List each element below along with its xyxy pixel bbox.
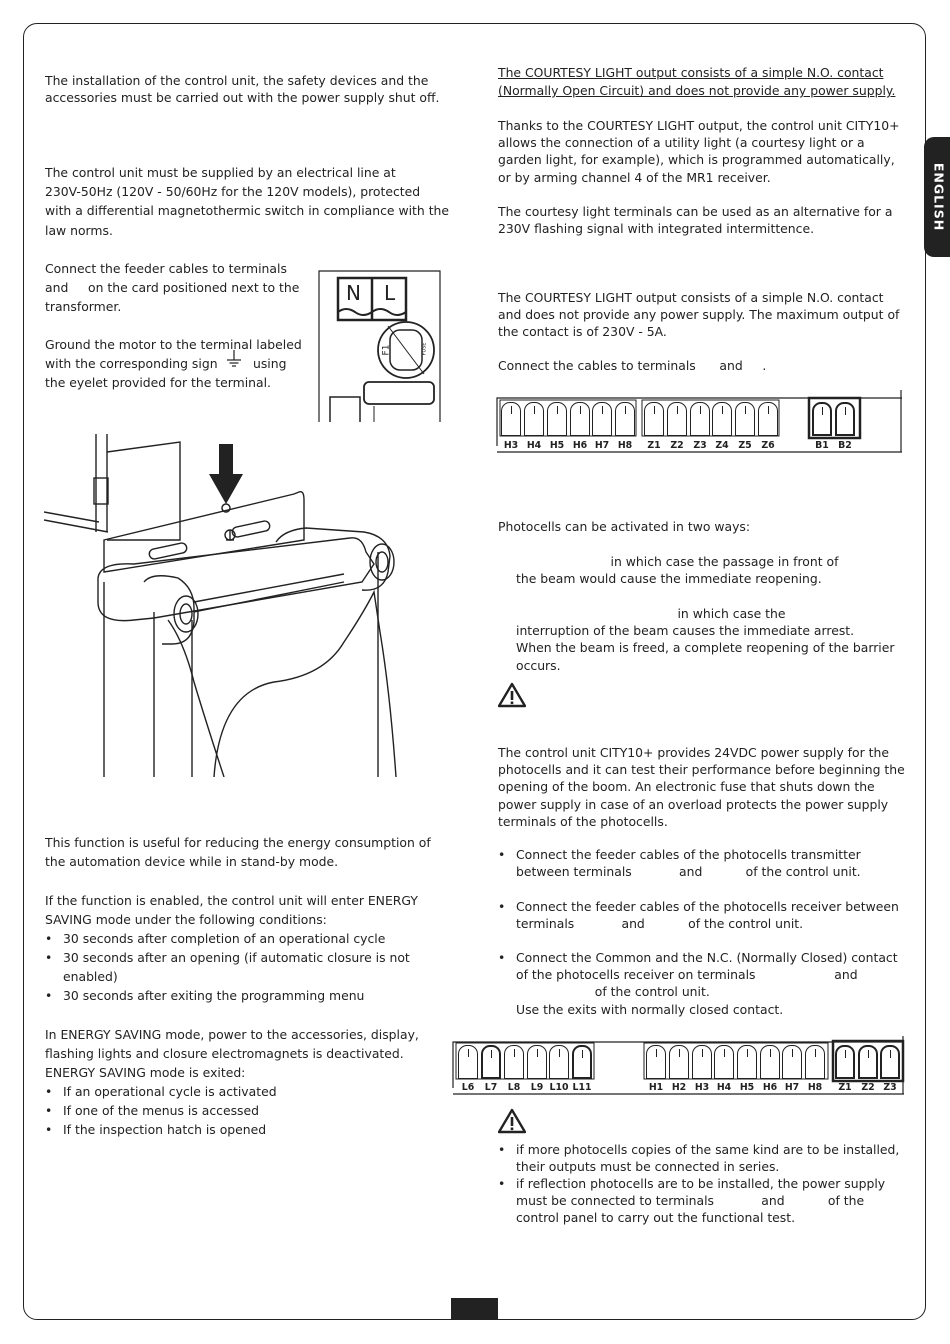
terminal-screw [868, 1050, 869, 1058]
text-line: garden light, for example), which is programmed automatically, [498, 152, 895, 168]
terminal-screw [792, 1049, 793, 1057]
list-item: • If the inspection hatch is opened [45, 1121, 266, 1138]
list-item [45, 949, 410, 985]
text-line: accessories must be carried out with the power supply shut off. [45, 90, 440, 106]
list-item: • 30 seconds after completion of an operational cycle [45, 930, 385, 947]
terminal-label: B1 [815, 440, 829, 451]
paragraph-power-supply [45, 164, 449, 239]
terminal-cell [812, 402, 832, 436]
text-line: Connect the feeder cables to terminals [45, 261, 287, 276]
text-line: Thanks to the COURTESY LIGHT output, the control unit CITY10+ [498, 118, 900, 133]
terminal-cell [547, 402, 567, 436]
terminal-screw [625, 406, 626, 414]
terminal-cell [615, 402, 635, 436]
text-line: Use the exits with normally closed contact. [516, 1001, 784, 1017]
terminal-cell [737, 1045, 757, 1079]
paragraph-courtesy-flashing [498, 203, 892, 237]
text-line: SAVING mode under the following conditions: [45, 912, 327, 928]
terminal-screw [890, 1050, 891, 1058]
text-line: terminals and of the control unit. [516, 916, 804, 932]
paragraph-ground [45, 336, 302, 392]
terminal-screw [534, 406, 535, 414]
terminal-cell [782, 1045, 802, 1079]
terminal-cell [592, 402, 612, 436]
list-item [498, 846, 861, 880]
fuse-label: F1 [381, 344, 392, 356]
terminal-screw [468, 1049, 469, 1057]
text-line: • Connect the feeder cables of the photocells transmitter [516, 847, 861, 862]
terminal-cell [835, 402, 855, 436]
terminal-label: Z3 [883, 1082, 897, 1093]
terminal-screw [845, 1050, 846, 1058]
terminal-cell [570, 402, 590, 436]
list-item [498, 898, 899, 932]
terminal-label: H4 [716, 1082, 732, 1093]
terminal-cell [667, 402, 687, 436]
terminal-cell [835, 1045, 855, 1079]
terminal-screw [677, 406, 678, 414]
terminal-screw [537, 1049, 538, 1057]
terminal-cell [669, 1045, 689, 1079]
text-line: When the beam is freed, a complete reopening of the barrier [516, 640, 895, 656]
terminal-label: Z2 [670, 440, 684, 451]
terminal-screw [514, 1049, 515, 1057]
text-line: photocells and it can test their performance before beginning the [498, 762, 905, 778]
text-line: • Connect the feeder cables of the photocells receiver between [516, 899, 899, 914]
paragraph-energy-saving [45, 834, 431, 870]
terminal-label: L11 [572, 1082, 592, 1093]
text-line: in which case the [516, 606, 786, 621]
text-line: of the photocells receiver on terminals and [516, 967, 858, 983]
terminal-label: H8 [617, 440, 633, 451]
text-line: and does not provide any power supply. The maximum output of [498, 307, 900, 323]
terminal-screw [768, 406, 769, 414]
terminal-label: H1 [648, 1082, 664, 1093]
paragraph-photocell-mode-2 [516, 605, 894, 674]
terminal-cell [692, 1045, 712, 1079]
terminal-screw [654, 406, 655, 414]
language-tab [924, 137, 950, 257]
terminal-cell [481, 1045, 501, 1079]
text-line: ENERGY SAVING mode is exited: [45, 1065, 246, 1081]
terminal-screw [745, 406, 746, 414]
warning-triangle-icon [498, 682, 526, 708]
language-tab-label: ENGLISH [931, 162, 947, 232]
warning-triangle-icon [498, 1108, 526, 1134]
terminal-cell [712, 402, 732, 436]
fuse-tag-label: FUSE [421, 342, 428, 356]
terminal-cell [572, 1045, 592, 1079]
text-line: the contact is of 230V - 5A. [498, 324, 667, 340]
terminal-cell [735, 402, 755, 436]
terminal-label: Z4 [715, 440, 729, 451]
paragraph-photocell-mode-1 [516, 553, 838, 587]
terminal-label: L9 [530, 1082, 544, 1093]
text-line: or by arming channel 4 of the MR1 receiver. [498, 169, 771, 185]
terminal-label: H7 [784, 1082, 800, 1093]
text-line: the eyelet provided for the terminal. [45, 375, 271, 391]
text-line: transformer. [45, 299, 122, 315]
list-item: • If one of the menus is accessed [45, 1102, 259, 1119]
terminal-label: H8 [807, 1082, 823, 1093]
text-line: interruption of the beam causes the immediate arrest. [516, 623, 855, 639]
text-line: The installation of the control unit, the safety devices and the [45, 73, 429, 88]
terminal-screw [557, 406, 558, 414]
terminal-screw [815, 1049, 816, 1057]
text-line: of the control unit. [516, 984, 710, 1000]
list-item: • If an operational cycle is activated [45, 1083, 277, 1100]
text-line: flashing lights and closure electromagnets is deactivated. [45, 1046, 404, 1062]
terminal-label: B2 [838, 440, 852, 451]
paragraph-feeder-cables [45, 260, 299, 316]
terminal-screw [491, 1050, 492, 1058]
terminal-cell [524, 402, 544, 436]
text-line: 230V flashing signal with integrated intermittence. [498, 221, 815, 237]
list-item [498, 949, 898, 1018]
paragraph-courtesy-utility [498, 117, 899, 186]
ground-symbol-icon [226, 350, 242, 370]
terminal-label: H3 [694, 1082, 710, 1093]
terminal-screw [822, 407, 823, 415]
text-line: The COURTESY LIGHT output consists of a simple N.O. contact [498, 65, 884, 80]
paragraph-courtesy-intro [498, 64, 895, 99]
terminal-screw [511, 406, 512, 414]
text-line: This function is useful for reducing the energy consumption of [45, 835, 431, 850]
text-line: with the corresponding sign using [45, 356, 287, 372]
terminal-cell [549, 1045, 569, 1079]
terminal-label: Z3 [693, 440, 707, 451]
motor-grounding-illustration [44, 432, 444, 777]
text-line: • if more photocells copies of the same kind are to be installed, [516, 1142, 900, 1157]
terminal-label: L10 [549, 1082, 569, 1093]
terminal-l-label: L [384, 281, 396, 305]
paragraph-courtesy-connect: Connect the cables to terminals and . [498, 358, 767, 373]
text-line: The COURTESY LIGHT output consists of a simple N.O. contact [498, 290, 884, 305]
terminal-cell [758, 402, 778, 436]
terminal-screw [747, 1049, 748, 1057]
terminal-screw [559, 1049, 560, 1057]
terminal-screw [700, 406, 701, 414]
terminal-label: H5 [739, 1082, 755, 1093]
terminal-cell [805, 1045, 825, 1079]
terminal-label: Z1 [647, 440, 661, 451]
list-item [498, 1141, 899, 1175]
text-line: their outputs must be connected in series. [516, 1159, 780, 1175]
paragraph-energy-conditions [45, 892, 418, 928]
terminal-screw [845, 407, 846, 415]
terminal-cell [644, 402, 664, 436]
text-line: must be connected to terminals and of the [516, 1193, 865, 1209]
terminal-cell [501, 402, 521, 436]
terminal-screw [702, 1049, 703, 1057]
text-line: the beam would cause the immediate reopening. [516, 571, 822, 587]
terminal-label: H2 [671, 1082, 687, 1093]
terminal-screw [724, 1049, 725, 1057]
text-line: with a differential magnetothermic switch in compliance with the [45, 203, 450, 219]
paragraph-photocell-power [498, 744, 905, 830]
terminal-screw [582, 1050, 583, 1058]
list-item [498, 1175, 885, 1227]
terminal-n-label: N [346, 281, 361, 305]
terminal-label: Z2 [861, 1082, 875, 1093]
terminal-label: Z1 [838, 1082, 852, 1093]
text-line: and on the card positioned next to the [45, 280, 300, 296]
paragraph-energy-mode [45, 1026, 419, 1082]
terminal-label: H4 [526, 440, 542, 451]
text-line: occurs. [516, 657, 561, 673]
text-line: between terminals and of the control unit. [516, 864, 861, 880]
text-line: • Connect the Common and the N.C. (Normally Closed) contact [516, 950, 898, 965]
page-number-box [451, 1298, 498, 1320]
terminal-label: Z6 [761, 440, 775, 451]
list-item: • 30 seconds after exiting the programming menu [45, 987, 364, 1004]
terminal-cell [527, 1045, 547, 1079]
terminal-screw [656, 1049, 657, 1057]
terminal-label: H3 [503, 440, 519, 451]
text-line: in which case the passage in front of [516, 554, 839, 569]
terminal-screw [679, 1049, 680, 1057]
terminal-label: L8 [507, 1082, 521, 1093]
terminal-label: H6 [762, 1082, 778, 1093]
paragraph-power-off [45, 72, 439, 106]
text-line: • if reflection photocells are to be installed, the power supply [516, 1176, 886, 1191]
text-line: 230V-50Hz (120V - 50/60Hz for the 120V models), protected [45, 184, 421, 200]
terminal-cell [858, 1045, 878, 1079]
paragraph-courtesy-output [498, 289, 899, 341]
text-line: enabled) [63, 969, 118, 985]
text-line: The control unit must be supplied by an electrical line at [45, 165, 396, 180]
paragraph-photocell-modes: Photocells can be activated in two ways: [498, 519, 751, 534]
terminal-label: H7 [594, 440, 610, 451]
text-line: The courtesy light terminals can be used as an alternative for a [498, 204, 893, 219]
terminal-cell [714, 1045, 734, 1079]
terminal-label: L7 [484, 1082, 498, 1093]
text-line: power supply in case of an overload protects the power supply [498, 796, 889, 812]
terminal-screw [602, 406, 603, 414]
terminal-label: H5 [549, 440, 565, 451]
terminal-screw [580, 406, 581, 414]
terminal-cell [458, 1045, 478, 1079]
terminal-screw [770, 1049, 771, 1057]
terminal-cell [690, 402, 710, 436]
text-line: The control unit CITY10+ provides 24VDC power supply for the [498, 745, 889, 760]
text-line: Ground the motor to the terminal labeled [45, 337, 302, 352]
text-line: terminals of the photocells. [498, 813, 668, 829]
terminal-cell [646, 1045, 666, 1079]
terminal-cell [504, 1045, 524, 1079]
terminal-cell [880, 1045, 900, 1079]
text-line: the automation device while in stand-by mode. [45, 854, 339, 870]
text-line: If the function is enabled, the control unit will enter ENERGY [45, 893, 418, 908]
text-line: (Normally Open Circuit) and does not provide any power supply. [498, 83, 896, 99]
text-line: allows the connection of a utility light (a courtesy light or a [498, 135, 865, 151]
text-line: opening of the boom. An electronic fuse that shuts down the [498, 779, 875, 795]
terminal-label: Z5 [738, 440, 752, 451]
text-line: In ENERGY SAVING mode, power to the accessories, display, [45, 1027, 419, 1042]
text-line: control panel to carry out the functional test. [516, 1210, 796, 1226]
text-line: law norms. [45, 222, 113, 238]
text-line: • 30 seconds after an opening (if automatic closure is not [63, 950, 410, 965]
terminal-label: L6 [461, 1082, 475, 1093]
terminal-screw [722, 406, 723, 414]
terminal-label: H6 [572, 440, 588, 451]
terminal-cell [760, 1045, 780, 1079]
